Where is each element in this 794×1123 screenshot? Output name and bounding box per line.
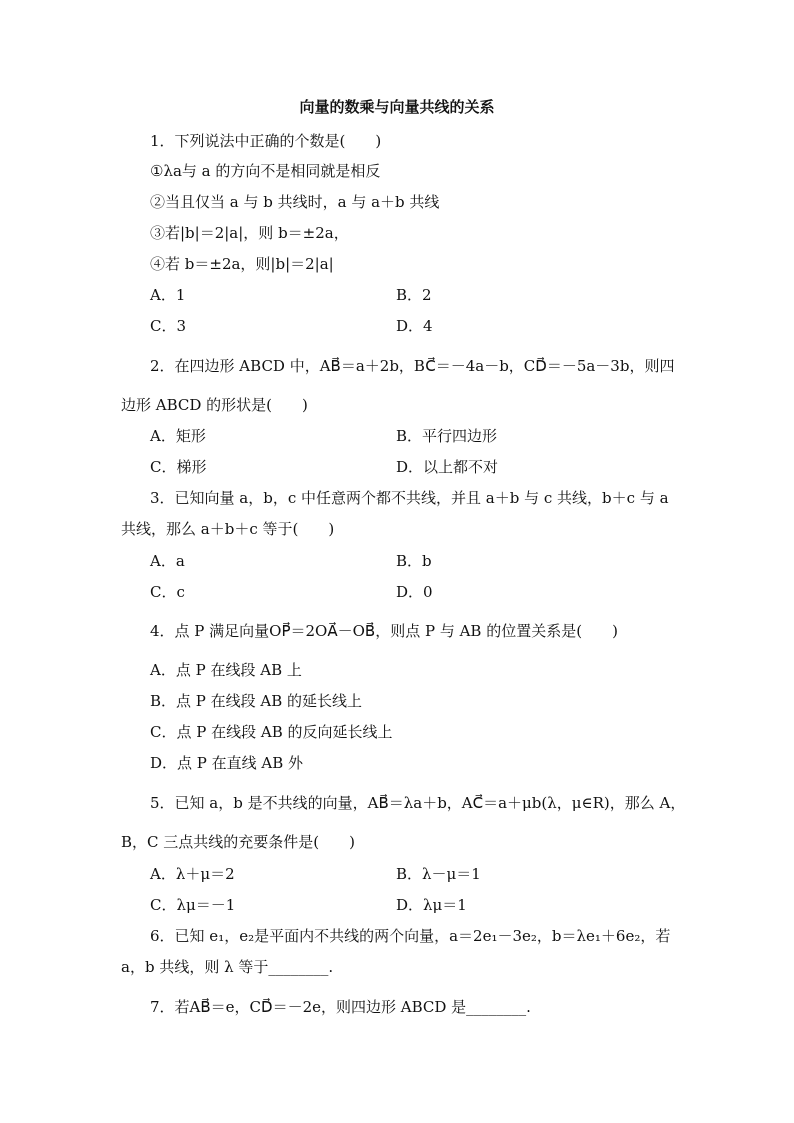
- statement-2: ②当且仅当 a 与 b 共线时，a 与 a＋b 共线: [150, 193, 440, 211]
- question-5-stem: 5．已知 a，b 是不共线的向量，AB⃗＝λa＋b，AC⃗＝a＋μb(λ，μ∈R)，那么 A，: [150, 794, 686, 812]
- q3-option-d: D．0: [396, 583, 433, 601]
- q3-option-b: B．b: [396, 552, 432, 570]
- q5-option-d: D．λμ＝1: [396, 896, 467, 914]
- question-7-stem: 7．若AB⃗＝e，CD⃗＝－2e，则四边形 ABCD 是________.: [150, 998, 531, 1016]
- q2-option-b: B．平行四边形: [396, 427, 498, 445]
- q1-option-d: D．4: [396, 317, 433, 335]
- q2-option-c: C．梯形: [150, 458, 207, 476]
- q2-option-d: D．以上都不对: [396, 458, 499, 476]
- question-3-stem-cont: 共线，那么 a＋b＋c 等于( ): [121, 520, 335, 538]
- question-6-stem-cont: a，b 共线，则 λ 等于________.: [121, 958, 334, 976]
- q3-option-c: C．c: [150, 583, 185, 601]
- statement-3: ③若|b|＝2|a|，则 b＝±2a，: [150, 224, 349, 242]
- q5-option-a: A．λ＋μ＝2: [150, 865, 235, 883]
- q4-option-b: B．点 P 在线段 AB 的延长线上: [150, 692, 363, 710]
- question-6-stem: 6．已知 e₁，e₂是平面内不共线的两个向量，a＝2e₁－3e₂，b＝λe₁＋6e₂，若: [150, 927, 671, 945]
- statement-1: ①λa与 a 的方向不是相同就是相反: [150, 162, 381, 180]
- q1-option-c: C．3: [150, 317, 187, 335]
- q5-option-c: C．λμ＝－1: [150, 896, 236, 914]
- q4-option-d: D．点 P 在直线 AB 外: [150, 754, 304, 772]
- q1-option-b: B．2: [396, 286, 432, 304]
- document-title: 向量的数乘与向量共线的关系: [299, 98, 495, 116]
- question-2-stem: 2．在四边形 ABCD 中，AB⃗＝a＋2b，BC⃗＝－4a－b，CD⃗＝－5a－3b，则四: [150, 357, 675, 375]
- q1-option-a: A．1: [150, 286, 186, 304]
- question-2-stem-cont: 边形 ABCD 的形状是( ): [121, 396, 308, 414]
- q4-option-c: C．点 P 在线段 AB 的反向延长线上: [150, 723, 393, 741]
- q5-option-b: B．λ－μ＝1: [396, 865, 481, 883]
- q4-option-a: A．点 P 在线段 AB 上: [150, 661, 302, 679]
- question-3-stem: 3．已知向量 a，b，c 中任意两个都不共线，并且 a＋b 与 c 共线，b＋c 与 a: [150, 489, 669, 507]
- q2-option-a: A．矩形: [150, 427, 206, 445]
- question-5-stem-cont: B，C 三点共线的充要条件是( ): [121, 833, 355, 851]
- q3-option-a: A．a: [150, 552, 185, 570]
- statement-4: ④若 b＝±2a，则|b|＝2|a|: [150, 255, 334, 273]
- question-1-stem: 1．下列说法中正确的个数是( ): [150, 132, 382, 150]
- question-4-stem: 4．点 P 满足向量OP⃗＝2OA⃗－OB⃗，则点 P 与 AB 的位置关系是( ): [150, 622, 618, 640]
